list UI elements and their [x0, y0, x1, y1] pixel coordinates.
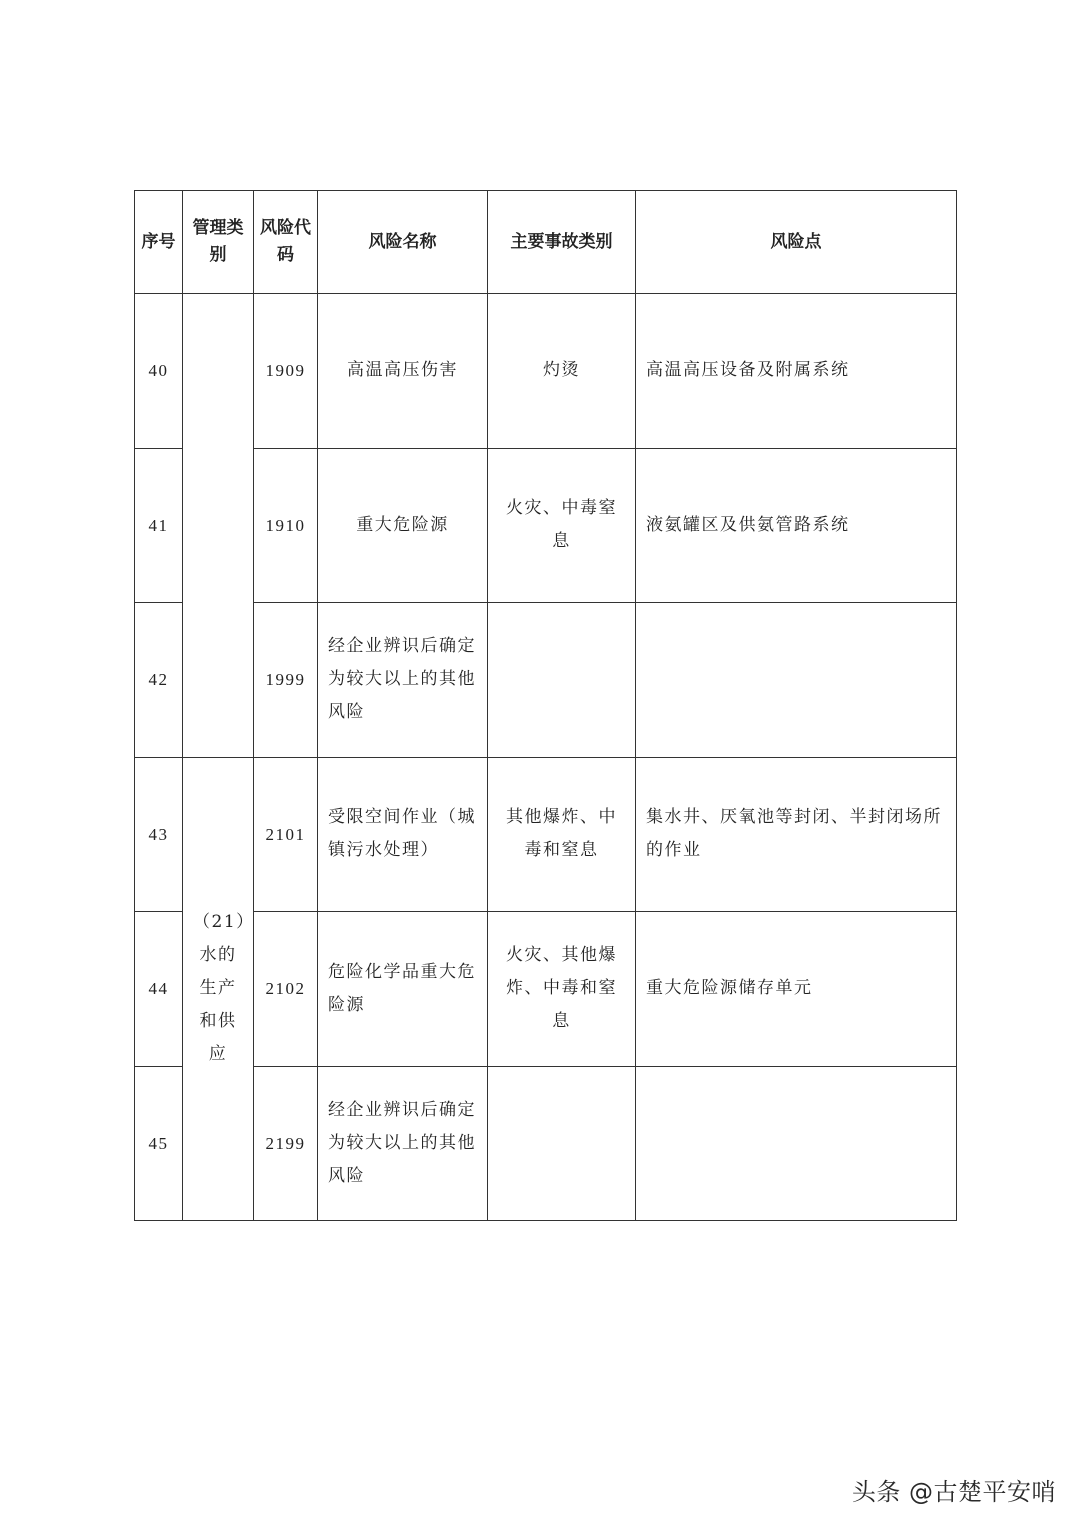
row-accident-type: 火灾、其他爆炸、中毒和窒息 [488, 912, 636, 1067]
table-row [135, 912, 957, 1067]
header-risk-code: 风险代码 [254, 191, 318, 294]
row-code: 2101 [254, 757, 318, 912]
table-row [135, 448, 957, 603]
header-risk-name: 风险名称 [318, 191, 488, 294]
row-risk-point: 重大危险源储存单元 [636, 912, 957, 1067]
header-mgmt-category: 管理类别 [183, 191, 254, 294]
row-code: 1910 [254, 448, 318, 603]
source-watermark: 头条 @古楚平安哨 [851, 1478, 1056, 1506]
header-seq: 序号 [135, 191, 183, 294]
row-risk-point [636, 603, 957, 758]
table-row [135, 757, 957, 912]
row-accident-type: 其他爆炸、中毒和窒息 [488, 757, 636, 912]
risk-table [134, 190, 957, 1221]
row-seq: 43 [135, 757, 183, 912]
row-code: 2102 [254, 912, 318, 1067]
row-accident-type: 灼烫 [488, 294, 636, 449]
row-risk-name: 高温高压伤害 [318, 294, 488, 449]
row-seq: 45 [135, 1066, 183, 1221]
row-seq: 42 [135, 603, 183, 758]
row-risk-name: 受限空间作业（城镇污水处理） [318, 757, 488, 912]
row-risk-point: 集水井、厌氧池等封闭、半封闭场所的作业 [636, 757, 957, 912]
row-accident-type [488, 1066, 636, 1221]
mgmt-category-cell [183, 294, 254, 758]
table-row [135, 603, 957, 758]
row-risk-point [636, 1066, 957, 1221]
row-seq: 44 [135, 912, 183, 1067]
mgmt-category-cell: （21）水的生产和供应 [183, 757, 254, 1221]
header-row [135, 191, 957, 294]
row-risk-name: 经企业辨识后确定为较大以上的其他风险 [318, 603, 488, 758]
row-risk-point: 高温高压设备及附属系统 [636, 294, 957, 449]
header-accident-type: 主要事故类别 [488, 191, 636, 294]
row-code: 2199 [254, 1066, 318, 1221]
row-risk-name: 重大危险源 [318, 448, 488, 603]
row-seq: 40 [135, 294, 183, 449]
row-code: 1909 [254, 294, 318, 449]
row-risk-name: 危险化学品重大危险源 [318, 912, 488, 1067]
row-accident-type [488, 603, 636, 758]
header-risk-point: 风险点 [636, 191, 957, 294]
row-risk-point: 液氨罐区及供氨管路系统 [636, 448, 957, 603]
row-seq: 41 [135, 448, 183, 603]
row-accident-type: 火灾、中毒窒息 [488, 448, 636, 603]
table-row [135, 294, 957, 449]
table-row [135, 1066, 957, 1221]
row-code: 1999 [254, 603, 318, 758]
row-risk-name: 经企业辨识后确定为较大以上的其他风险 [318, 1066, 488, 1221]
